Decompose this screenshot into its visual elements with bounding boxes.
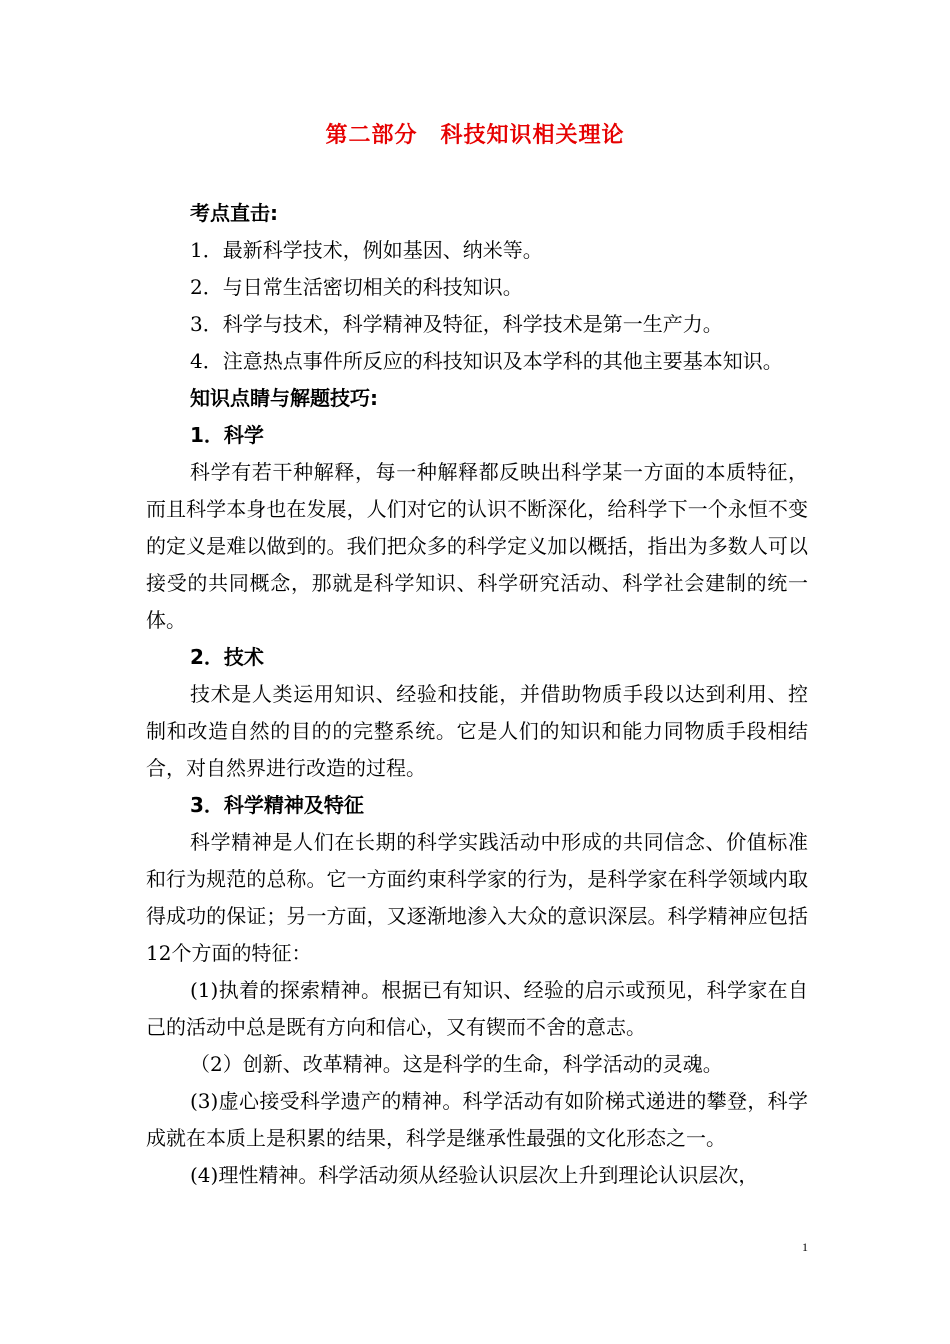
spirit-heading: 3．科学精神及特征 <box>190 793 364 817</box>
exam-point-item: 3．科学与技术，科学精神及特征，科学技术是第一生产力。 <box>190 312 723 336</box>
knowledge-heading: 知识点睛与解题技巧: <box>190 386 378 410</box>
feature-item: （2）创新、改革精神。这是科学的生命，科学活动的灵魂。 <box>190 1052 723 1076</box>
exam-points-heading: 考点直击: <box>190 201 278 225</box>
spirit-paragraph: 科学精神是人们在长期的科学实践活动中形成的共同信念、价值标准和行为规范的总称。它一方面约束科学家的行为，是科学家在科学领域内取得成功的保证；另一方面，又逐渐地渗入大众的意识深层。科学精神应包括12个方面的特征： <box>146 830 808 965</box>
document-body <box>146 195 808 1194</box>
tech-heading: 2．技术 <box>190 645 264 669</box>
science-heading: 1．科学 <box>190 423 264 447</box>
exam-point-item: 2．与日常生活密切相关的科技知识。 <box>190 275 523 299</box>
tech-paragraph: 技术是人类运用知识、经验和技能，并借助物质手段以达到利用、控制和改造自然的目的的完整系统。它是人们的知识和能力同物质手段相结合，对自然界进行改造的过程。 <box>146 682 808 780</box>
exam-point-item: 4．注意热点事件所反应的科技知识及本学科的其他主要基本知识。 <box>190 349 783 373</box>
feature-item: (4)理性精神。科学活动须从经验认识层次上升到理论认识层次， <box>190 1163 759 1187</box>
science-paragraph: 科学有若干种解释，每一种解释都反映出科学某一方面的本质特征，而且科学本身也在发展，人们对它的认识不断深化，给科学下一个永恒不变的定义是难以做到的。我们把众多的科学定义加以概括，指出为多数人可以接受的共同概念，那就是科学知识、科学研究活动、科学社会建制的统一体。 <box>146 460 808 632</box>
page-number: 1 <box>802 1240 808 1254</box>
page-title: 第二部分 科技知识相关理论 <box>325 123 625 148</box>
feature-item: (3)虚心接受科学遗产的精神。科学活动有如阶梯式递进的攀登，科学成就在本质上是积累的结果，科学是继承性最强的文化形态之一。 <box>146 1089 808 1150</box>
feature-item: (1)执着的探索精神。根据已有知识、经验的启示或预见，科学家在自己的活动中总是既有方向和信心，又有锲而不舍的意志。 <box>146 978 808 1039</box>
exam-point-item: 1．最新科学技术，例如基因、纳米等。 <box>190 238 543 262</box>
